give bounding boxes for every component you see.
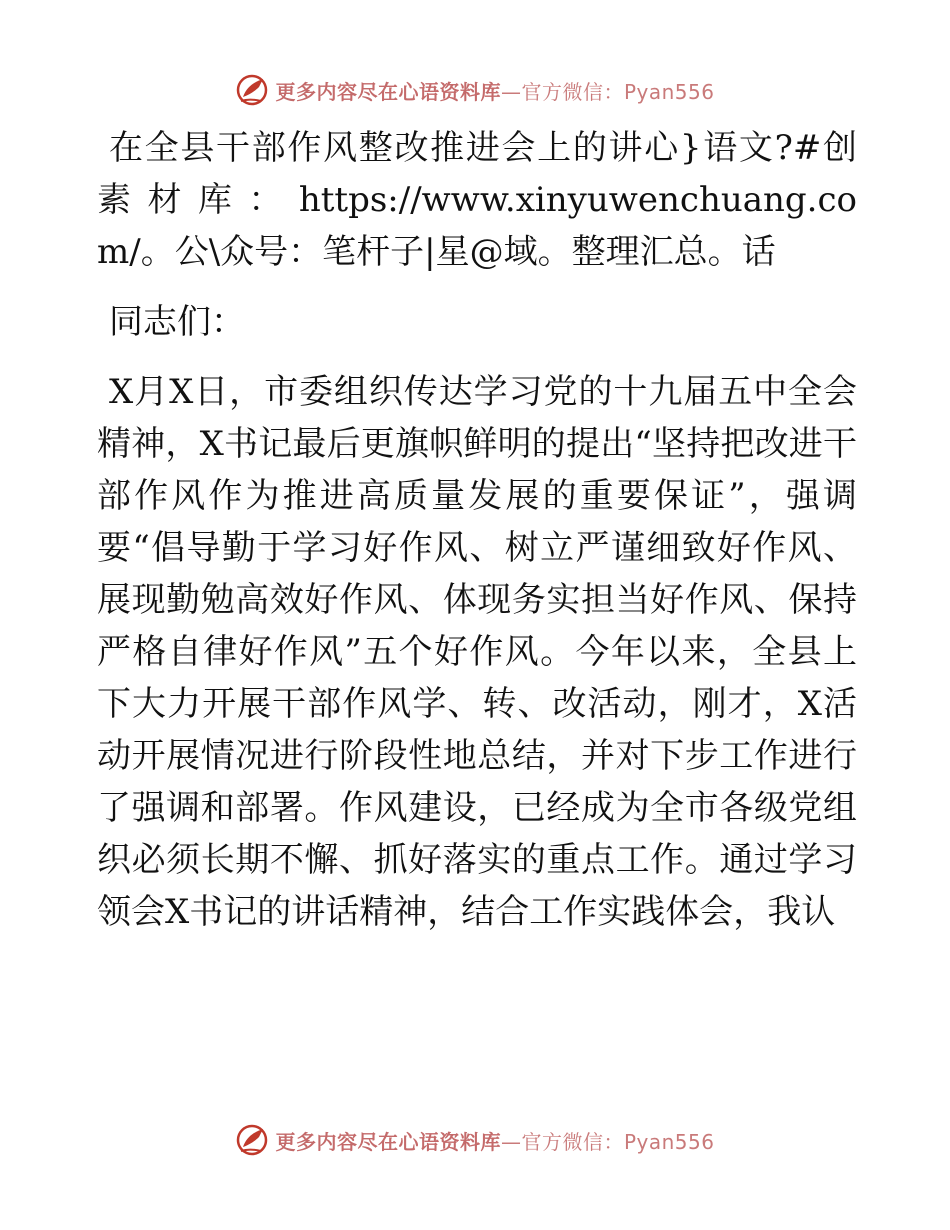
header-banner-text: 更多内容尽在心语资料库—官方微信：Pyan556 — [275, 79, 715, 104]
greeting: 同志们： — [109, 302, 245, 342]
title-paragraph: 在全县干部作风整改推进会上的讲心}语文?#创素材库：https://www.xinyuwenchuang.com/。公\众号：笔杆子|星@域。整理汇总。话 — [97, 128, 857, 272]
pen-swirl-logo-icon — [235, 1123, 269, 1157]
pen-swirl-logo-icon — [235, 73, 269, 107]
header-banner — [0, 70, 950, 110]
body-paragraph: X月X日，市委组织传达学习党的十九届五中全会精神，X书记最后更旗帜鲜明的提出“坚持把改进干部作风作为推进高质量发展的重要保证”，强调要“倡导勤于学习好作风、树立严谨细致好作风、展现勤勉高效好作风、体现务实担当好作风、保持严格自律好作风”五个好作风。今年以来，全县上下大力开展干部作风学、转、改活动，刚才，X活动开展情况进行阶段性地总结，并对下步工作进行了强调和部署。作风建设，已经成为全市各级党组织必须长期不懈、抓好落实的重点工作。通过学习领会X书记的讲话精神，结合工作实践体会，我认 — [97, 372, 857, 932]
footer-banner-text: 更多内容尽在心语资料库—官方微信：Pyan556 — [275, 1129, 715, 1154]
document-body — [97, 122, 857, 956]
footer-banner — [0, 1120, 950, 1160]
